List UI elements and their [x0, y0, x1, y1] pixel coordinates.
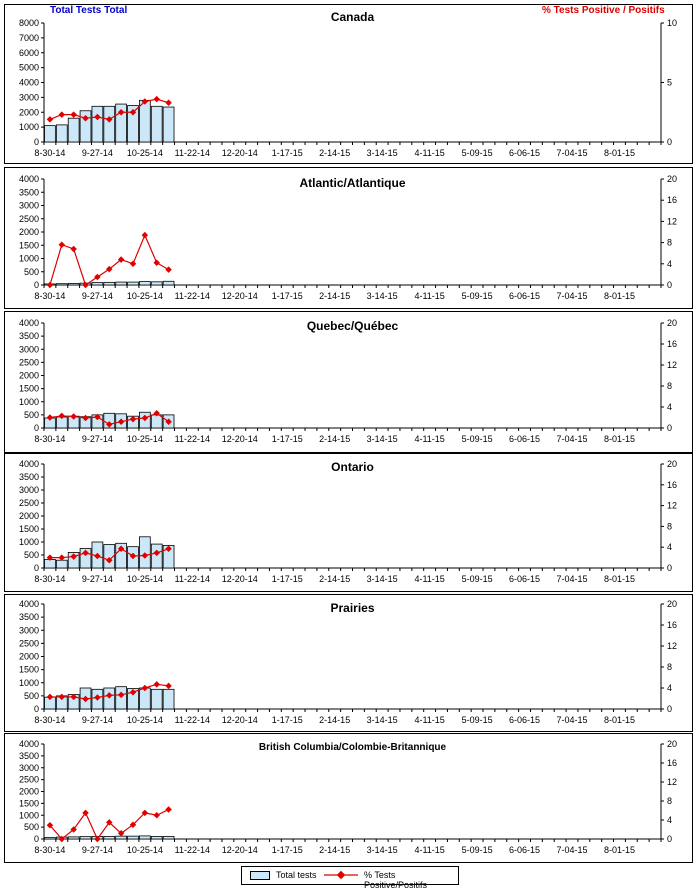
x-tick-label: 1-17-15 [271, 434, 303, 444]
right-tick-label: 12 [667, 216, 678, 227]
left-tick-label: 0 [33, 563, 39, 573]
x-tick-label: 8-30-14 [34, 715, 66, 725]
right-tick-label: 20 [667, 318, 678, 328]
right-tick-label: 16 [667, 195, 678, 206]
bar [163, 281, 174, 285]
bar [92, 106, 103, 142]
x-tick-label: 2-14-15 [319, 434, 351, 444]
right-tick-label: 0 [667, 563, 673, 573]
x-tick-label: 2-14-15 [319, 715, 351, 725]
x-tick-label: 2-14-15 [319, 845, 351, 855]
legend-bar-swatch [250, 871, 270, 880]
bar [128, 836, 139, 839]
left-tick-label: 1000 [18, 253, 39, 264]
left-tick-label: 0 [33, 704, 39, 714]
right-tick-label: 4 [667, 542, 673, 553]
right-tick-label: 20 [667, 174, 678, 184]
x-tick-label: 8-30-14 [34, 434, 66, 444]
x-tick-label: 11-22-14 [174, 574, 210, 584]
x-tick-label: 3-14-15 [366, 434, 398, 444]
bar [104, 836, 115, 839]
bar [68, 118, 79, 142]
left-axis-header: Total Tests Total [50, 5, 128, 16]
left-tick-label: 2500 [18, 638, 39, 649]
left-tick-label: 2000 [18, 107, 39, 118]
x-tick-label: 11-22-14 [174, 148, 210, 158]
bar [139, 836, 150, 839]
x-tick-label: 1-17-15 [271, 574, 303, 584]
x-tick-label: 6-06-15 [509, 291, 541, 301]
right-tick-label: 4 [667, 258, 673, 269]
x-tick-label: 4-11-15 [414, 434, 445, 444]
bar [116, 836, 127, 839]
x-tick-label: 2-14-15 [319, 148, 351, 158]
x-tick-label: 3-14-15 [366, 574, 398, 584]
right-axis-header: % Tests Positive / Positifs [542, 5, 665, 16]
chart-panel-4 [4, 453, 693, 592]
left-tick-label: 1500 [18, 383, 39, 394]
bar [163, 107, 174, 142]
left-tick-label: 3000 [18, 200, 39, 211]
left-tick-label: 1000 [18, 810, 39, 821]
left-tick-label: 1000 [18, 677, 39, 688]
left-tick-label: 4000 [18, 599, 39, 609]
right-tick-label: 12 [667, 777, 678, 787]
bar [116, 282, 127, 285]
x-tick-label: 1-17-15 [271, 148, 303, 158]
left-tick-label: 3000 [18, 625, 39, 636]
bar [56, 284, 67, 285]
right-tick-label: 8 [667, 521, 673, 532]
left-tick-label: 2500 [18, 357, 39, 368]
right-tick-label: 0 [667, 280, 673, 290]
right-tick-label: 16 [667, 758, 678, 768]
x-tick-label: 6-06-15 [509, 715, 541, 725]
x-tick-label: 8-30-14 [34, 574, 66, 584]
right-tick-label: 16 [667, 339, 678, 349]
left-tick-label: 3000 [18, 762, 39, 773]
right-tick-label: 12 [667, 360, 678, 370]
x-tick-label: 8-01-15 [603, 845, 635, 855]
bar [151, 282, 162, 285]
left-tick-label: 2000 [18, 370, 39, 381]
left-tick-label: 4000 [18, 318, 39, 328]
right-tick-label: 4 [667, 402, 673, 412]
x-tick-label: 5-09-15 [461, 845, 493, 855]
x-tick-label: 5-09-15 [461, 291, 493, 301]
bar [56, 560, 67, 568]
left-tick-label: 4000 [18, 459, 39, 469]
chart-title: Ontario [331, 460, 374, 474]
left-tick-label: 3500 [18, 472, 39, 482]
bar [128, 282, 139, 285]
left-tick-label: 6000 [18, 47, 39, 58]
x-tick-label: 10-25-14 [126, 434, 163, 444]
x-tick-label: 9-27-14 [81, 291, 113, 301]
x-tick-label: 12-20-14 [221, 434, 258, 444]
x-tick-label: 4-11-15 [414, 148, 445, 158]
bar [45, 838, 56, 839]
left-tick-label: 500 [23, 822, 39, 833]
left-tick-label: 0 [33, 423, 39, 433]
left-tick-label: 500 [23, 266, 39, 277]
x-tick-label: 9-27-14 [81, 845, 113, 855]
x-tick-label: 8-30-14 [34, 291, 66, 301]
bar [139, 100, 150, 142]
left-tick-label: 2500 [18, 774, 39, 785]
x-tick-label: 2-14-15 [319, 574, 351, 584]
legend-line-swatch [324, 869, 358, 881]
x-tick-label: 12-20-14 [221, 845, 258, 855]
left-tick-label: 0 [33, 280, 39, 290]
x-tick-label: 12-20-14 [221, 574, 258, 584]
right-tick-label: 12 [667, 641, 678, 651]
x-tick-label: 3-14-15 [366, 148, 398, 158]
bar [151, 106, 162, 142]
right-tick-label: 0 [667, 834, 673, 844]
x-tick-label: 7-04-15 [556, 715, 588, 725]
left-tick-label: 2000 [18, 651, 39, 662]
x-tick-label: 8-01-15 [603, 291, 635, 301]
left-tick-label: 1500 [18, 240, 39, 251]
left-tick-label: 2500 [18, 213, 39, 224]
x-tick-label: 7-04-15 [556, 148, 588, 158]
left-tick-label: 3000 [18, 344, 39, 355]
bar [104, 106, 115, 142]
bar [92, 283, 103, 285]
x-tick-label: 11-22-14 [174, 715, 210, 725]
left-tick-label: 4000 [18, 739, 39, 749]
legend-bar-label: Total tests [276, 870, 317, 880]
left-tick-label: 2000 [18, 511, 39, 521]
x-tick-label: 9-27-14 [81, 715, 113, 725]
right-tick-label: 4 [667, 683, 673, 693]
x-tick-label: 8-01-15 [603, 148, 635, 158]
x-tick-label: 12-20-14 [221, 291, 258, 301]
bar [45, 126, 56, 142]
right-tick-label: 0 [667, 704, 673, 714]
left-tick-label: 1500 [18, 664, 39, 675]
panel-frame [5, 454, 693, 592]
left-tick-label: 4000 [18, 174, 39, 184]
bar [163, 689, 174, 709]
x-tick-label: 1-17-15 [271, 715, 303, 725]
bar [151, 836, 162, 839]
x-tick-label: 6-06-15 [509, 434, 541, 444]
x-tick-label: 5-09-15 [461, 574, 493, 584]
x-tick-label: 11-22-14 [174, 291, 210, 301]
right-tick-label: 16 [667, 479, 678, 490]
bar [56, 125, 67, 142]
chart-title: British Columbia/Colombie-Britannique [258, 742, 447, 753]
x-tick-label: 6-06-15 [509, 845, 541, 855]
bar [139, 282, 150, 285]
left-tick-label: 500 [23, 409, 39, 420]
left-tick-label: 3500 [18, 750, 39, 761]
x-tick-label: 5-09-15 [461, 434, 493, 444]
x-tick-label: 10-25-14 [126, 148, 163, 158]
right-tick-label: 20 [667, 739, 678, 749]
x-tick-label: 3-14-15 [366, 845, 398, 855]
x-tick-label: 4-11-15 [414, 574, 445, 584]
right-tick-label: 20 [667, 599, 678, 609]
chart-panel-3 [4, 311, 693, 453]
x-tick-label: 4-11-15 [414, 291, 445, 301]
chart-title: Atlantic/Atlantique [299, 176, 406, 190]
left-tick-label: 500 [23, 690, 39, 701]
right-tick-label: 8 [667, 662, 673, 672]
left-tick-label: 0 [33, 834, 39, 844]
x-tick-label: 4-11-15 [414, 715, 445, 725]
right-tick-label: 12 [667, 500, 678, 511]
x-tick-label: 1-17-15 [271, 845, 303, 855]
x-tick-label: 4-11-15 [414, 845, 445, 855]
x-tick-label: 6-06-15 [509, 574, 541, 584]
x-tick-label: 3-14-15 [366, 291, 398, 301]
chart-title: Canada [330, 10, 375, 24]
left-tick-label: 1000 [18, 396, 39, 407]
right-tick-label: 16 [667, 620, 678, 630]
x-tick-label: 5-09-15 [461, 148, 493, 158]
x-tick-label: 10-25-14 [126, 845, 163, 855]
bar [68, 283, 79, 285]
chart-panel-6 [4, 733, 693, 863]
bar [104, 282, 115, 285]
left-tick-label: 3500 [18, 331, 39, 342]
bar [68, 837, 79, 839]
right-tick-label: 8 [667, 381, 673, 391]
chart-title: Prairies [330, 601, 375, 615]
legend-line-label: % Tests Positive/Positifs [364, 870, 428, 890]
left-tick-label: 500 [23, 550, 39, 560]
legend [241, 866, 459, 890]
left-tick-label: 4000 [18, 77, 39, 88]
left-tick-label: 1500 [18, 524, 39, 534]
panel-frame [5, 595, 693, 732]
x-tick-label: 11-22-14 [174, 845, 210, 855]
left-tick-label: 3500 [18, 187, 39, 198]
x-tick-label: 11-22-14 [174, 434, 210, 444]
right-tick-label: 4 [667, 815, 673, 825]
left-tick-label: 2500 [18, 498, 39, 508]
chart-panel-2 [4, 167, 693, 309]
x-tick-label: 8-30-14 [34, 148, 66, 158]
right-tick-label: 8 [667, 796, 673, 806]
x-tick-label: 7-04-15 [556, 434, 588, 444]
x-tick-label: 12-20-14 [221, 148, 258, 158]
left-tick-label: 1000 [18, 122, 39, 133]
left-tick-label: 1000 [18, 537, 39, 547]
x-tick-label: 10-25-14 [126, 715, 163, 725]
x-tick-label: 8-01-15 [603, 434, 635, 444]
bar [151, 415, 162, 428]
right-tick-label: 0 [667, 137, 673, 147]
left-tick-label: 7000 [18, 32, 39, 43]
x-tick-label: 10-25-14 [126, 291, 163, 301]
x-tick-label: 9-27-14 [81, 434, 113, 444]
left-tick-label: 3500 [18, 612, 39, 623]
x-tick-label: 9-27-14 [81, 148, 113, 158]
left-tick-label: 1500 [18, 798, 39, 809]
right-tick-label: 20 [667, 459, 678, 469]
x-tick-label: 5-09-15 [461, 715, 493, 725]
chart-title: Quebec/Québec [306, 319, 399, 333]
x-tick-label: 2-14-15 [319, 291, 351, 301]
bar [163, 836, 174, 839]
chart-panel-5 [4, 594, 693, 732]
left-tick-label: 2000 [18, 786, 39, 797]
x-tick-label: 8-01-15 [603, 574, 635, 584]
bar [151, 689, 162, 709]
right-tick-label: 8 [667, 237, 673, 248]
x-tick-label: 10-25-14 [126, 574, 163, 584]
x-tick-label: 7-04-15 [556, 291, 588, 301]
x-tick-label: 9-27-14 [81, 574, 113, 584]
left-tick-label: 3000 [18, 92, 39, 103]
x-tick-label: 8-30-14 [34, 845, 66, 855]
x-tick-label: 7-04-15 [556, 574, 588, 584]
bar [80, 837, 91, 839]
left-tick-label: 8000 [18, 18, 39, 28]
left-tick-label: 5000 [18, 62, 39, 73]
x-tick-label: 12-20-14 [221, 715, 258, 725]
x-tick-label: 8-01-15 [603, 715, 635, 725]
left-tick-label: 3000 [18, 485, 39, 495]
x-tick-label: 1-17-15 [271, 291, 303, 301]
right-tick-label: 5 [667, 77, 673, 88]
x-tick-label: 3-14-15 [366, 715, 398, 725]
right-tick-label: 0 [667, 423, 673, 433]
left-tick-label: 2000 [18, 227, 39, 237]
right-tick-label: 10 [667, 18, 678, 28]
x-tick-label: 7-04-15 [556, 845, 588, 855]
x-tick-label: 6-06-15 [509, 148, 541, 158]
left-tick-label: 0 [33, 137, 39, 147]
chart-panel-1 [4, 4, 693, 164]
